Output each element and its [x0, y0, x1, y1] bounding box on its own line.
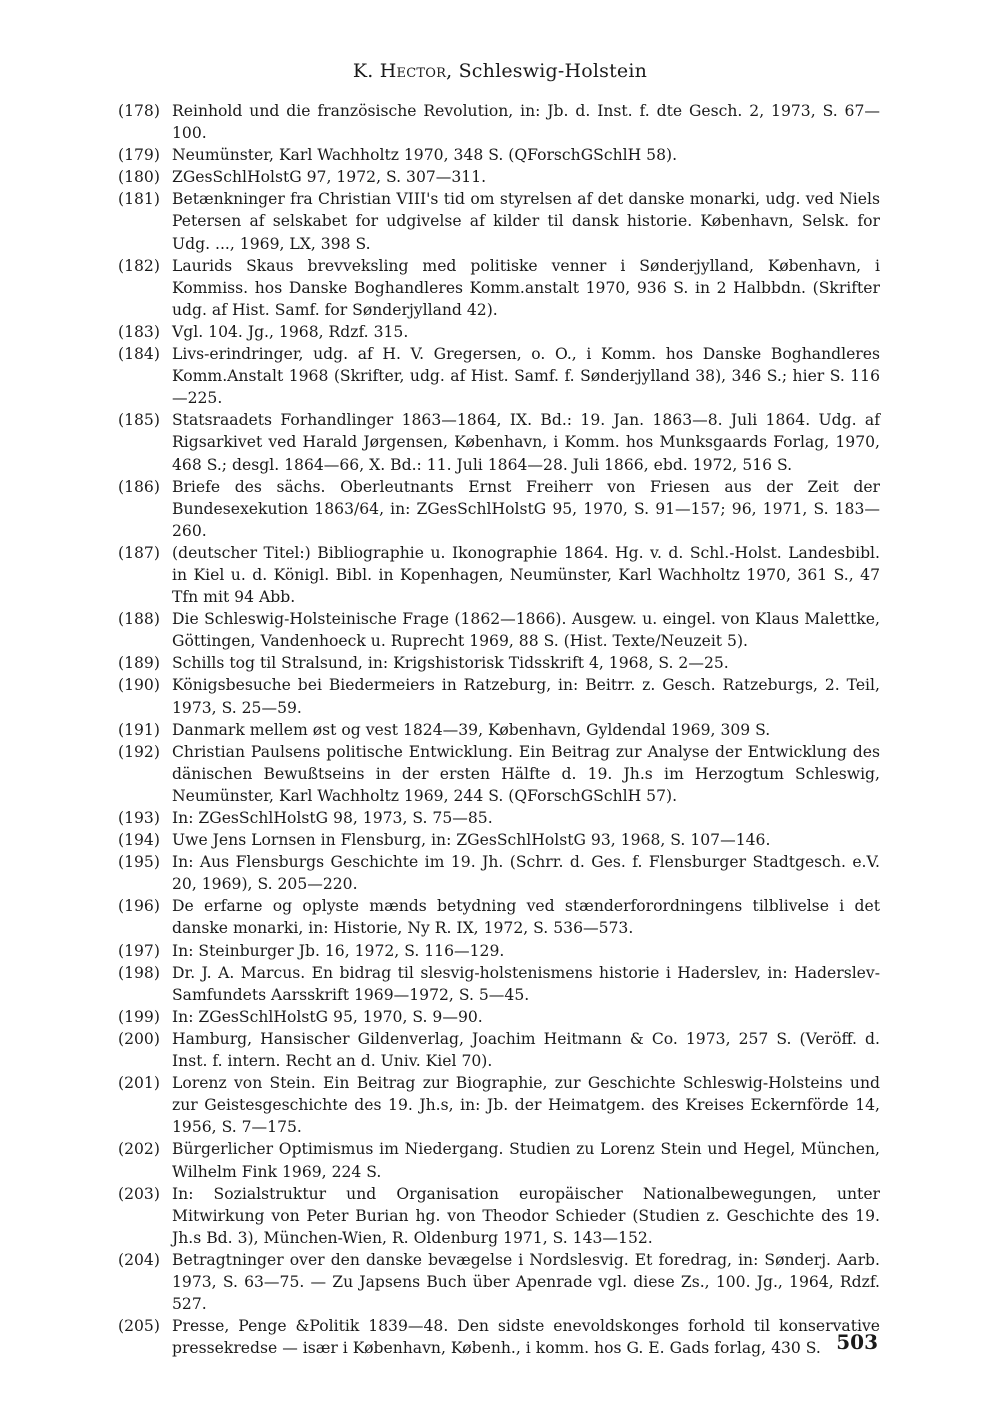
header-separator: , [446, 60, 459, 82]
endnote-item [118, 1183, 880, 1249]
endnote-number: (186) [118, 477, 160, 496]
endnote-text: Hamburg, Hansischer Gildenverlag, Joachim Heitmann & Co. 1973, 257 S. (Veröff. d. Inst. f. intern. Recht an d. Univ. Kiel 70). [172, 1029, 880, 1071]
endnote-number: (189) [118, 654, 160, 673]
endnote-item [118, 476, 880, 542]
endnote-number: (181) [118, 190, 160, 209]
endnote-item [118, 829, 880, 851]
endnote-number: (203) [118, 1184, 160, 1203]
endnote-number: (197) [118, 941, 160, 960]
endnote-number: (201) [118, 1074, 160, 1093]
endnote-item [118, 542, 880, 608]
endnote-number: (188) [118, 610, 160, 629]
endnote-number: (187) [118, 543, 160, 562]
endnote-text: In: Steinburger Jb. 16, 1972, S. 116—129. [172, 941, 505, 960]
header-topic: Schleswig-Holstein [458, 60, 648, 82]
running-header [0, 60, 1000, 82]
endnote-item [118, 719, 880, 741]
endnote-text: Statsraadets Forhandlinger 1863—1864, IX. Bd.: 19. Jan. 1863—8. Juli 1864. Udg. af Rigsarkivet ved Harald Jørgensen, København, i Komm. hos Munksgaards Forlag, 1970, 468 S.; desgl. 1864—66, X. Bd.: 11. Juli 1864—28. Juli 1866, ebd. 1972, 516 S. [172, 411, 880, 474]
endnote-item [118, 608, 880, 652]
endnote-text: Betragtninger over den danske bevægelse i Nordslesvig. Et foredrag, in: Sønderj. Aarb. 1973, S. 63—75. — Zu Japsens Buch über Apenrade vgl. diese Zs., 100. Jg., 1964, Rdzf. 527. [172, 1250, 880, 1314]
endnote-number: (190) [118, 676, 160, 695]
endnote-item [118, 188, 880, 254]
endnotes-list [118, 100, 880, 1359]
endnote-number: (196) [118, 897, 160, 916]
endnote-text: De erfarne og oplyste mænds betydning ved stænderforordningens tilblivelse i det danske monarki, in: Historie, Ny R. IX, 1972, S. 536—573. [172, 897, 880, 938]
endnote-text: Bürgerlicher Optimismus im Niedergang. Studien zu Lorenz Stein und Hegel, München, Wilhelm Fink 1969, 224 S. [172, 1140, 880, 1181]
endnote-item [118, 1315, 880, 1359]
endnote-number: (182) [118, 256, 160, 275]
endnote-item [118, 1138, 880, 1182]
endnote-item [118, 166, 880, 188]
endnote-number: (198) [118, 963, 160, 982]
endnote-text: Neumünster, Karl Wachholtz 1970, 348 S. (QForschGSchlH 58). [172, 146, 678, 165]
endnote-text: (deutscher Titel:) Bibliographie u. Ikonographie 1864. Hg. v. d. Schl.-Holst. Landesbibl. in Kiel u. d. Königl. Bibl. in Kopenhagen, Neumünster, Karl Wachholtz 1970, 361 S., 47 Tfn mit 94 Abb. [172, 543, 880, 607]
endnote-text: Presse, Penge &Politik 1839—48. Den sidste enevoldskonges forhold til konservative pressekredse — især i København, Københ., i komm. hos G. E. Gads forlag, 430 S. [172, 1317, 880, 1358]
endnote-number: (193) [118, 809, 160, 827]
endnote-text: Laurids Skaus brevveksling med politiske venner i Sønderjylland, København, i Kommiss. hos Danske Boghandleres Komm.anstalt 1970, 936 S. in 2 Halbbdn. (Skrifter udg. af Hist. Samf. for Sønderjylland 42). [172, 256, 880, 319]
endnote-number: (191) [118, 720, 160, 739]
endnote-item [118, 144, 880, 166]
endnote-text: Königsbesuche bei Biedermeiers in Ratzeburg, in: Beitrr. z. Gesch. Ratzeburgs, 2. Teil, 1973, S. 25—59. [172, 676, 880, 717]
endnote-text: Livs-erindringer, udg. af H. V. Gregersen, o. O., i Komm. hos Danske Boghandleres Komm.Anstalt 1968 (Skrifter, udg. af Hist. Samf. f. Sønderjylland 38), 346 S.; hier S. 116—225. [172, 345, 880, 408]
endnote-number: (178) [118, 102, 160, 120]
endnote-item [118, 652, 880, 674]
endnote-item [118, 940, 880, 962]
endnote-item [118, 962, 880, 1006]
endnote-item [118, 895, 880, 939]
endnote-item [118, 1072, 880, 1138]
endnote-number: (204) [118, 1250, 160, 1269]
endnote-text: In: Aus Flensburgs Geschichte im 19. Jh. (Schrr. d. Ges. f. Flensburger Stadtgesch. e.V. 20, 1969), S. 205—220. [172, 853, 880, 894]
endnote-item [118, 851, 880, 895]
endnote-text: Schills tog til Stralsund, in: Krigshistorisk Tidsskrift 4, 1968, S. 2—25. [172, 654, 729, 673]
endnote-item [118, 674, 880, 718]
endnote-text: Uwe Jens Lornsen in Flensburg, in: ZGesSchlHolstG 93, 1968, S. 107—146. [172, 831, 771, 850]
endnote-text: Vgl. 104. Jg., 1968, Rdzf. 315. [172, 322, 409, 341]
endnote-text: Betænkninger fra Christian VIII's tid om styrelsen af det danske monarki, udg. ved Niels Petersen af selskabet for udgivelse af kilder til dansk historie. København, Selsk. for Udg. ..., 1969, LX, 398 S. [172, 190, 880, 253]
endnote-item [118, 1028, 880, 1072]
endnote-number: (183) [118, 322, 160, 341]
endnote-item [118, 807, 880, 829]
endnote-item [118, 741, 880, 807]
endnote-number: (202) [118, 1140, 160, 1159]
endnote-text: In: ZGesSchlHolstG 95, 1970, S. 9—90. [172, 1007, 483, 1026]
endnote-number: (194) [118, 831, 160, 850]
endnote-text: Danmark mellem øst og vest 1824—39, København, Gyldendal 1969, 309 S. [172, 720, 771, 739]
endnote-text: In: Sozialstruktur und Organisation europäischer Nationalbewegungen, unter Mitwirkung von Peter Burian hg. von Theodor Schieder (Studien z. Geschichte des 19. Jh.s Bd. 3), München-Wien, R. Oldenburg 1971, S. 143—152. [172, 1184, 880, 1247]
endnote-text: Briefe des sächs. Oberleutnants Ernst Freiherr von Friesen aus der Zeit der Bundesexekution 1863/64, in: ZGesSchlHolstG 95, 1970, S. 91—157; 96, 1971, S. 183—260. [172, 477, 880, 540]
endnote-item [118, 255, 880, 321]
endnote-item [118, 321, 880, 343]
endnote-number: (195) [118, 853, 160, 872]
endnote-item [118, 100, 880, 144]
endnote-text: Christian Paulsens politische Entwicklung. Ein Beitrag zur Analyse der Entwicklung des dänischen Bewußtseins in der ersten Hälfte d. 19. Jh.s im Herzogtum Schleswig, Neumünster, Karl Wachholtz 1969, 244 S. (QForschGSchlH 57). [172, 742, 880, 805]
endnote-number: (184) [118, 345, 160, 364]
endnote-text: In: ZGesSchlHolstG 98, 1973, S. 75—85. [172, 809, 493, 827]
endnote-text: Dr. J. A. Marcus. En bidrag til slesvig-holstenismens historie i Haderslev, in: Haderslev-Samfundets Aarsskrift 1969—1972, S. 5—45. [172, 963, 880, 1004]
endnote-number: (205) [118, 1317, 160, 1336]
endnote-item [118, 1006, 880, 1028]
endnote-item [118, 343, 880, 409]
endnote-text: Reinhold und die französische Revolution, in: Jb. d. Inst. f. dte Gesch. 2, 1973, S. 67—100. [172, 102, 880, 143]
endnote-item [118, 409, 880, 475]
page-number: 503 [836, 1330, 878, 1354]
endnote-item [118, 1249, 880, 1315]
endnote-number: (180) [118, 168, 160, 187]
endnote-number: (192) [118, 742, 160, 761]
endnote-number: (199) [118, 1007, 160, 1026]
endnote-text: Die Schleswig-Holsteinische Frage (1862—1866). Ausgew. u. eingel. von Klaus Malettke, Göttingen, Vandenhoeck u. Ruprecht 1969, 88 S. (Hist. Texte/Neuzeit 5). [172, 610, 880, 651]
endnote-number: (200) [118, 1029, 160, 1048]
endnote-number: (185) [118, 411, 160, 430]
endnote-text: ZGesSchlHolstG 97, 1972, S. 307—311. [172, 168, 487, 187]
header-author: K. Hector [352, 60, 447, 82]
endnote-number: (179) [118, 146, 160, 165]
endnote-text: Lorenz von Stein. Ein Beitrag zur Biographie, zur Geschichte Schleswig-Holsteins und zur Geistesgeschichte des 19. Jh.s, in: Jb. der Heimatgem. des Kreises Eckernförde 14, 1956, S. 7—175. [172, 1074, 880, 1137]
